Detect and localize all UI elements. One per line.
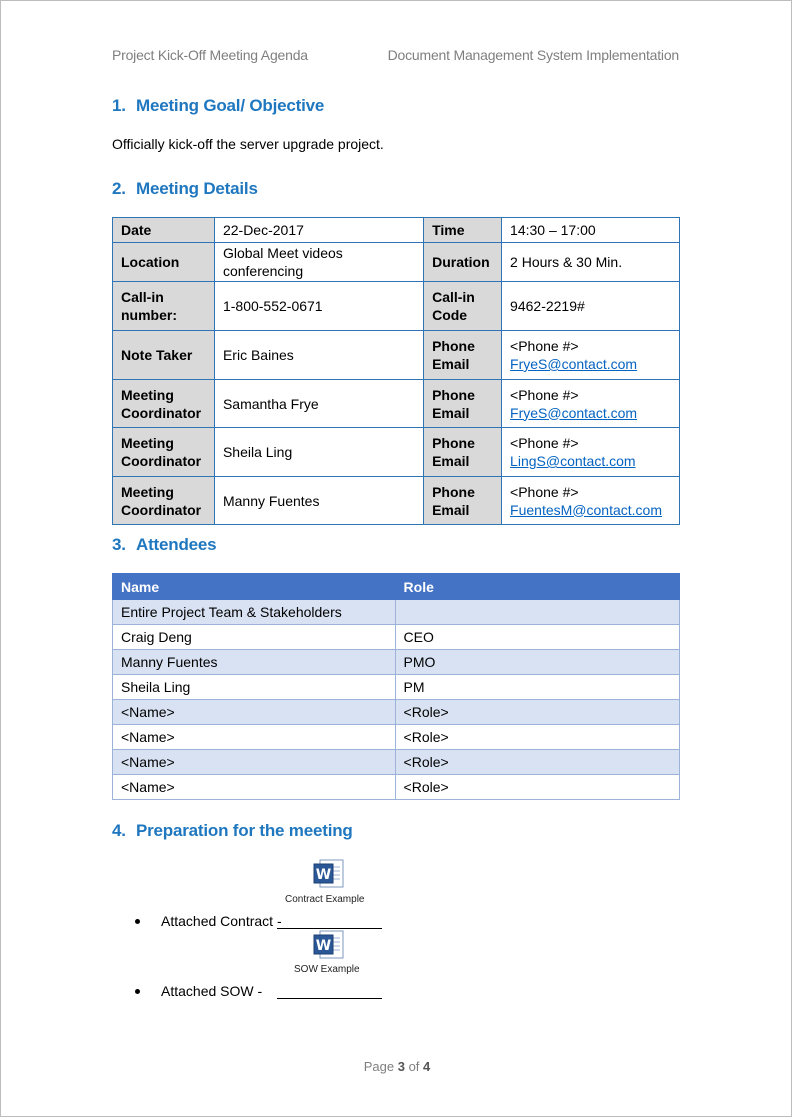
current-page: 3 <box>397 1059 405 1074</box>
section-number: 4. <box>112 821 126 840</box>
email-link[interactable]: FryeS@contact.com <box>510 356 638 372</box>
contact-role <box>113 428 215 477</box>
label-line: Phone <box>432 338 475 354</box>
label-line: Call-in <box>432 289 475 305</box>
callin-number-value: 1-800-552-0671 <box>214 282 423 331</box>
section-heading-4 <box>112 821 353 841</box>
label-line: Email <box>432 404 470 421</box>
time-label: Time <box>424 218 502 243</box>
label-line: Code <box>432 307 468 323</box>
table-row <box>113 600 680 625</box>
contact-role <box>113 380 215 428</box>
word-document-icon[interactable] <box>313 930 345 960</box>
underline-blank <box>277 998 382 999</box>
section-heading-1 <box>112 96 324 116</box>
attendee-role: <Role> <box>395 725 679 750</box>
attendee-name: Entire Project Team & Stakeholders <box>113 600 396 625</box>
label-line: Meeting <box>121 483 174 500</box>
objective-text: Officially kick-off the server upgrade project. <box>112 136 384 152</box>
label-line: Email <box>432 356 470 372</box>
duration-label: Duration <box>424 243 502 282</box>
attendee-role: CEO <box>395 625 679 650</box>
prep-item-text: Attached Contract - <box>161 913 282 929</box>
label-line: Coordinator <box>121 501 202 518</box>
location-value: Global Meet videos conferencing <box>214 243 423 282</box>
attendees-header-row <box>113 574 680 600</box>
email-link[interactable]: LingS@contact.com <box>510 453 636 469</box>
attendee-name: Manny Fuentes <box>113 650 396 675</box>
contact-info <box>502 428 680 477</box>
table-row <box>113 625 680 650</box>
bullet-dot <box>135 919 140 924</box>
column-header-role: Role <box>395 574 679 600</box>
callin-code-label <box>424 282 502 331</box>
contact-role <box>113 331 215 380</box>
label-line: Phone <box>432 483 475 500</box>
section-title: Attendees <box>136 535 217 554</box>
section-heading-2 <box>112 179 258 199</box>
time-value: 14:30 – 17:00 <box>502 218 680 243</box>
label-line: Note Taker <box>121 347 193 363</box>
contact-info <box>502 380 680 428</box>
phone-value: <Phone #> <box>510 386 579 403</box>
underline-blank <box>277 928 382 929</box>
prep-item-text: Attached SOW - <box>161 983 263 999</box>
date-label: Date <box>113 218 215 243</box>
contact-role <box>113 477 215 525</box>
callin-code-value: 9462-2219# <box>502 282 680 331</box>
attendee-role: PMO <box>395 650 679 675</box>
contact-name: Eric Baines <box>214 331 423 380</box>
label-line: Coordinator <box>121 404 202 421</box>
attendees-table <box>112 573 680 800</box>
contact-row <box>113 331 680 380</box>
svg-text:W: W <box>315 867 332 883</box>
contact-row <box>113 477 680 525</box>
attendee-role: <Role> <box>395 700 679 725</box>
label-line: Meeting <box>121 435 174 451</box>
contact-info <box>502 477 680 525</box>
attendee-name: Sheila Ling <box>113 675 396 700</box>
table-row <box>113 650 680 675</box>
contact-name: Sheila Ling <box>214 428 423 477</box>
word-document-icon[interactable] <box>313 859 345 889</box>
attachment-caption: SOW Example <box>294 964 360 975</box>
label-line: Phone <box>432 435 475 451</box>
contact-row <box>113 428 680 477</box>
label-line: Email <box>432 501 470 518</box>
callin-number-label <box>113 282 215 331</box>
attendee-role <box>395 600 679 625</box>
phone-value: <Phone #> <box>510 435 579 451</box>
phone-value: <Phone #> <box>510 483 579 500</box>
contact-name: Manny Fuentes <box>214 477 423 525</box>
section-number: 2. <box>112 179 126 198</box>
table-row <box>113 675 680 700</box>
attendee-name: <Name> <box>113 750 396 775</box>
attachment-caption: Contract Example <box>285 894 365 905</box>
section-number: 1. <box>112 96 126 115</box>
duration-value: 2 Hours & 30 Min. <box>502 243 680 282</box>
label-line: Meeting <box>121 386 174 403</box>
contact-name: Samantha Frye <box>214 380 423 428</box>
footer-of: of <box>408 1059 420 1074</box>
label-line: number: <box>121 307 177 323</box>
attendee-role: PM <box>395 675 679 700</box>
contact-info <box>502 331 680 380</box>
header-right: Document Management System Implementation <box>387 47 679 63</box>
attendee-role: <Role> <box>395 750 679 775</box>
header-left: Project Kick-Off Meeting Agenda <box>112 47 308 63</box>
label-line: Call-in <box>121 289 164 305</box>
contact-labels <box>424 331 502 380</box>
contact-labels <box>424 428 502 477</box>
table-row <box>113 750 680 775</box>
phone-value: <Phone #> <box>510 338 579 354</box>
page-footer <box>1 1059 792 1074</box>
location-label: Location <box>113 243 215 282</box>
section-title: Preparation for the meeting <box>136 821 353 840</box>
section-number: 3. <box>112 535 126 554</box>
label-line: Email <box>432 453 470 469</box>
email-link[interactable]: FryeS@contact.com <box>510 404 638 421</box>
table-row <box>113 700 680 725</box>
footer-prefix: Page <box>363 1059 395 1074</box>
total-pages: 4 <box>423 1059 431 1074</box>
bullet-dot <box>135 989 140 994</box>
table-row <box>113 725 680 750</box>
contact-row <box>113 380 680 428</box>
attendee-role: <Role> <box>395 775 679 800</box>
table-row <box>113 775 680 800</box>
attendee-name: <Name> <box>113 725 396 750</box>
meeting-details-table <box>112 217 680 525</box>
contact-labels <box>424 380 502 428</box>
label-line: Coordinator <box>121 453 202 469</box>
attendee-name: Craig Deng <box>113 625 396 650</box>
section-title: Meeting Details <box>136 179 258 198</box>
contact-labels <box>424 477 502 525</box>
column-header-name: Name <box>113 574 396 600</box>
date-value: 22-Dec-2017 <box>214 218 423 243</box>
email-link[interactable]: FuentesM@contact.com <box>510 501 662 518</box>
svg-text:W: W <box>315 938 332 954</box>
section-heading-3 <box>112 535 216 555</box>
label-line: Phone <box>432 386 475 403</box>
attendee-name: <Name> <box>113 700 396 725</box>
attendee-name: <Name> <box>113 775 396 800</box>
section-title: Meeting Goal/ Objective <box>136 96 325 115</box>
